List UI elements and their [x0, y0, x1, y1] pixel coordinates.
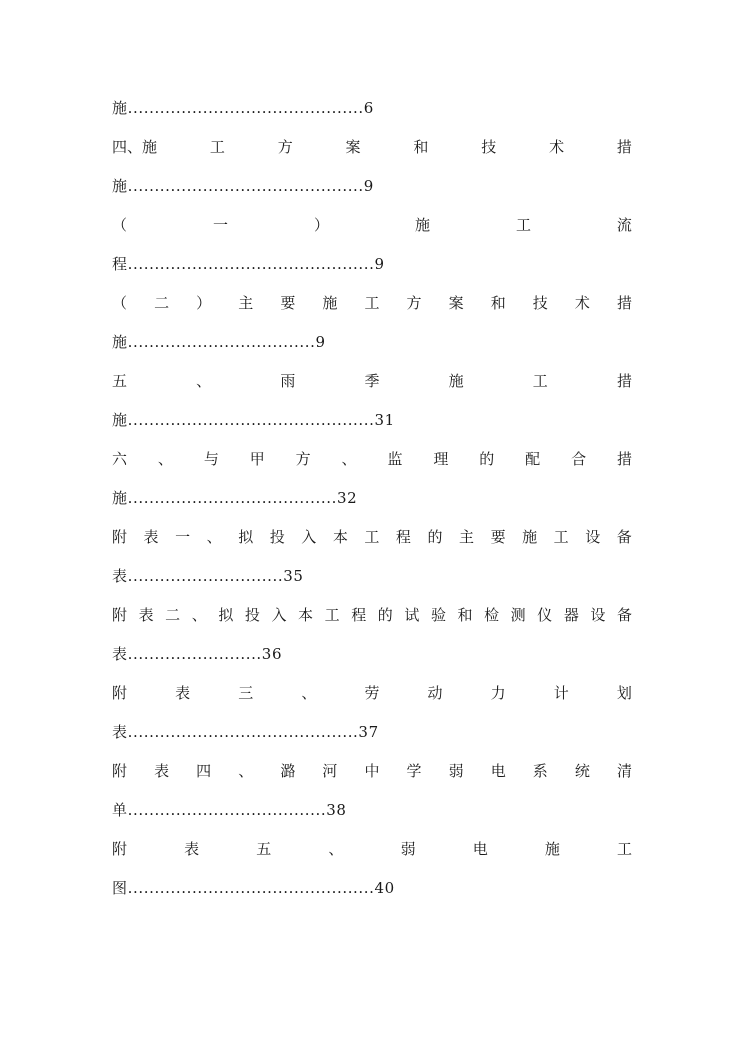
toc-char: 器 — [563, 606, 579, 624]
toc-line: 表.........................36 — [112, 645, 283, 663]
toc-line — [112, 213, 632, 237]
toc-char: 工 — [209, 138, 225, 156]
toc-line: 表...........................................37 — [112, 723, 379, 741]
toc-char: 计 — [553, 684, 569, 702]
toc-char: 术 — [549, 138, 565, 156]
toc-char: 、 — [301, 684, 317, 702]
toc-char: 投 — [269, 528, 285, 546]
toc-char: 附 — [112, 606, 128, 624]
toc-char: 四 — [196, 762, 212, 780]
toc-char: 划 — [616, 684, 632, 702]
toc-char: 清 — [616, 762, 632, 780]
toc-char: 一 — [212, 216, 228, 234]
toc-char: 附 — [112, 684, 128, 702]
toc-line: 施............................................9 — [112, 177, 374, 195]
toc-char: 配 — [525, 450, 541, 468]
toc-char: 、 — [191, 606, 207, 624]
toc-char: 表 — [175, 684, 191, 702]
toc-line: 表.............................35 — [112, 567, 304, 585]
toc-char: 工 — [616, 840, 632, 858]
toc-char: 措 — [616, 294, 632, 312]
toc-char: （ — [112, 294, 128, 312]
toc-char: 合 — [571, 450, 587, 468]
toc-char: 技 — [532, 294, 548, 312]
toc-line — [112, 837, 632, 861]
toc-line — [112, 681, 632, 705]
toc-line: 程..............................................9 — [112, 255, 385, 273]
toc-char: 验 — [430, 606, 446, 624]
toc-char: 设 — [585, 528, 601, 546]
toc-char: 系 — [532, 762, 548, 780]
toc-char: 统 — [574, 762, 590, 780]
toc-char: 弱 — [400, 840, 416, 858]
toc-char: 雨 — [280, 372, 296, 390]
toc-char: 的 — [377, 606, 393, 624]
toc-line — [112, 447, 632, 471]
toc-char: 施 — [544, 840, 560, 858]
toc-char: 方 — [295, 450, 311, 468]
toc-char: 入 — [271, 606, 287, 624]
toc-char: 主 — [459, 528, 475, 546]
toc-char: 措 — [616, 138, 632, 156]
toc-char: 入 — [301, 528, 317, 546]
toc-char: ） — [313, 216, 329, 234]
toc-char: 工 — [324, 606, 340, 624]
toc-char: 表 — [154, 762, 170, 780]
toc-char: 要 — [490, 528, 506, 546]
toc-char: 要 — [280, 294, 296, 312]
toc-line: 施.......................................32 — [112, 489, 358, 507]
toc-char: 措 — [616, 372, 632, 390]
toc-char: 措 — [616, 450, 632, 468]
toc-char: 附 — [112, 840, 128, 858]
toc-char: 潞 — [280, 762, 296, 780]
toc-char: 案 — [448, 294, 464, 312]
toc-char: 表 — [143, 528, 159, 546]
toc-char: 甲 — [249, 450, 265, 468]
toc-char: 工 — [364, 528, 380, 546]
toc-char: 劳 — [364, 684, 380, 702]
toc-char: 拟 — [218, 606, 234, 624]
toc-line — [112, 525, 632, 549]
toc-char: 施 — [522, 528, 538, 546]
toc-char: 、 — [157, 450, 173, 468]
toc-char: 本 — [298, 606, 314, 624]
toc-char: 动 — [427, 684, 443, 702]
toc-char: 六 — [112, 450, 128, 468]
toc-char: 、 — [196, 372, 212, 390]
toc-char: 检 — [484, 606, 500, 624]
toc-char: 、 — [341, 450, 357, 468]
toc-char: 施 — [322, 294, 338, 312]
toc-char: 四、施 — [112, 138, 158, 156]
toc-char: 和 — [457, 606, 473, 624]
toc-char: 的 — [479, 450, 495, 468]
toc-char: 的 — [427, 528, 443, 546]
toc-char: 工 — [515, 216, 531, 234]
toc-char: 程 — [395, 528, 411, 546]
toc-char: 五 — [112, 372, 128, 390]
toc-char: 、 — [238, 762, 254, 780]
toc-char: 力 — [490, 684, 506, 702]
toc-char: 一 — [175, 528, 191, 546]
toc-char: 表 — [138, 606, 154, 624]
toc-char: 备 — [616, 606, 632, 624]
toc-char: 主 — [238, 294, 254, 312]
toc-line: 施...................................9 — [112, 333, 326, 351]
toc-char: 河 — [322, 762, 338, 780]
toc-char: 工 — [553, 528, 569, 546]
toc-line: 施..............................................31 — [112, 411, 395, 429]
toc-char: 流 — [616, 216, 632, 234]
toc-char: 五 — [256, 840, 272, 858]
toc-char: 备 — [616, 528, 632, 546]
toc-char: 电 — [472, 840, 488, 858]
toc-char: 设 — [590, 606, 606, 624]
toc-char: ） — [196, 294, 212, 312]
toc-char: 电 — [490, 762, 506, 780]
toc-char: 理 — [433, 450, 449, 468]
toc-char: 试 — [404, 606, 420, 624]
toc-char: 和 — [490, 294, 506, 312]
toc-char: 二 — [154, 294, 170, 312]
toc-char: 二 — [165, 606, 181, 624]
toc-char: 投 — [244, 606, 260, 624]
toc-char: 拟 — [238, 528, 254, 546]
toc-line: 施............................................6 — [112, 99, 374, 117]
toc-line: 图..............................................40 — [112, 879, 395, 897]
toc-char: 工 — [364, 294, 380, 312]
toc-line — [112, 603, 632, 627]
toc-char: 表 — [184, 840, 200, 858]
toc-char: 中 — [364, 762, 380, 780]
toc-char: 与 — [203, 450, 219, 468]
toc-char: 附 — [112, 528, 128, 546]
toc-char: 工 — [532, 372, 548, 390]
toc-char: 方 — [406, 294, 422, 312]
toc-char: 附 — [112, 762, 128, 780]
toc-char: 术 — [574, 294, 590, 312]
toc-char: 施 — [414, 216, 430, 234]
toc-line — [112, 369, 632, 393]
toc-char: 和 — [413, 138, 429, 156]
toc-char: （ — [112, 216, 128, 234]
toc-char: 方 — [277, 138, 293, 156]
toc-char: 技 — [481, 138, 497, 156]
toc-char: 案 — [345, 138, 361, 156]
toc-line — [112, 759, 632, 783]
toc-char: 、 — [328, 840, 344, 858]
toc-line — [112, 135, 632, 159]
toc-char: 监 — [387, 450, 403, 468]
toc-char: 程 — [351, 606, 367, 624]
toc-char: 、 — [206, 528, 222, 546]
toc-char: 仪 — [537, 606, 553, 624]
toc-char: 施 — [448, 372, 464, 390]
toc-char: 弱 — [448, 762, 464, 780]
toc-line: 单.....................................38 — [112, 801, 347, 819]
toc-char: 三 — [238, 684, 254, 702]
toc-char: 季 — [364, 372, 380, 390]
toc-line — [112, 291, 632, 315]
toc-char: 测 — [510, 606, 526, 624]
toc-char: 学 — [406, 762, 422, 780]
toc-char: 本 — [332, 528, 348, 546]
